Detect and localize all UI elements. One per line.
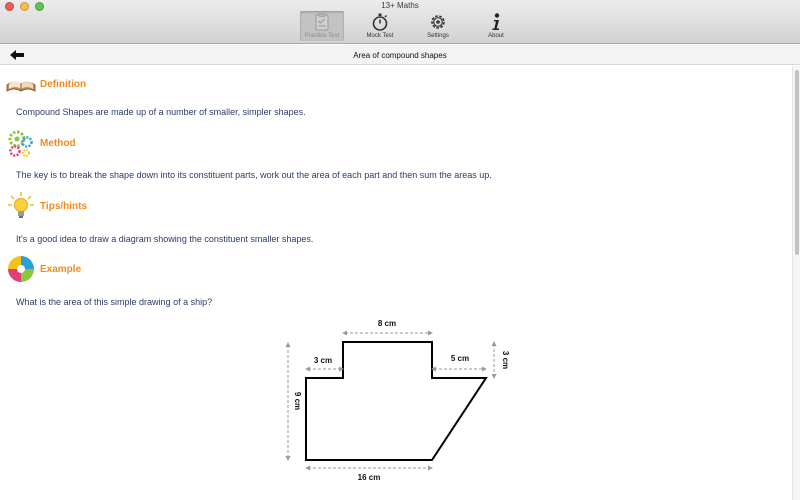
toolbar-practice-test[interactable]: [300, 11, 344, 41]
example-text: What is the area of this simple drawing of a ship?: [16, 297, 213, 307]
nav-bar: [0, 45, 800, 65]
toolbar-label: About: [488, 33, 504, 39]
section-title: Example: [40, 263, 82, 275]
toolbar-mock-test[interactable]: [358, 11, 402, 41]
gear-icon: [428, 12, 448, 32]
tips-heading: [5, 191, 87, 221]
stopwatch-icon: [370, 12, 390, 32]
right-step-width-label: 5 cm: [450, 354, 470, 363]
gears-icon: [5, 128, 37, 158]
definition-text: Compound Shapes are made up of a number of smaller, simpler shapes.: [16, 107, 306, 117]
top-width-label: 8 cm: [377, 319, 397, 328]
left-height-label: 9 cm: [293, 391, 302, 411]
open-book-icon: [5, 69, 37, 99]
toolbar-label: Settings: [427, 33, 449, 39]
example-heading: [5, 254, 81, 284]
section-title: Tips/hints: [40, 200, 88, 212]
toolbar-label: Practice Test: [304, 33, 340, 39]
section-title: Method: [40, 137, 76, 149]
method-heading: [5, 128, 76, 158]
lightbulb-icon: [5, 191, 37, 221]
method-text: The key is to break the shape down into its constituent parts, work out the area of each part and then sum the areas up.: [16, 170, 492, 180]
toolbar-settings[interactable]: [416, 11, 460, 41]
section-title: Definition: [40, 78, 87, 90]
toolbar: [300, 11, 532, 41]
scrollbar-thumb[interactable]: [795, 70, 799, 255]
window-title: 13+ Maths: [381, 1, 419, 10]
title-bar: [0, 0, 800, 44]
left-step-width-label: 3 cm: [313, 356, 333, 365]
clipboard-icon: [312, 12, 332, 32]
puzzle-icon: [5, 254, 37, 284]
bottom-width-label: 16 cm: [357, 473, 381, 482]
right-height-label: 3 cm: [501, 350, 510, 370]
vertical-scrollbar[interactable]: [792, 66, 800, 500]
tips-text: It's a good idea to draw a diagram showing the constituent smaller shapes.: [16, 234, 314, 244]
info-icon: [486, 12, 506, 32]
definition-heading: [5, 69, 86, 99]
toolbar-about[interactable]: [474, 11, 518, 41]
page-title: Area of compound shapes: [353, 51, 447, 60]
toolbar-label: Mock Test: [366, 33, 394, 39]
ship-diagram: [270, 250, 530, 482]
